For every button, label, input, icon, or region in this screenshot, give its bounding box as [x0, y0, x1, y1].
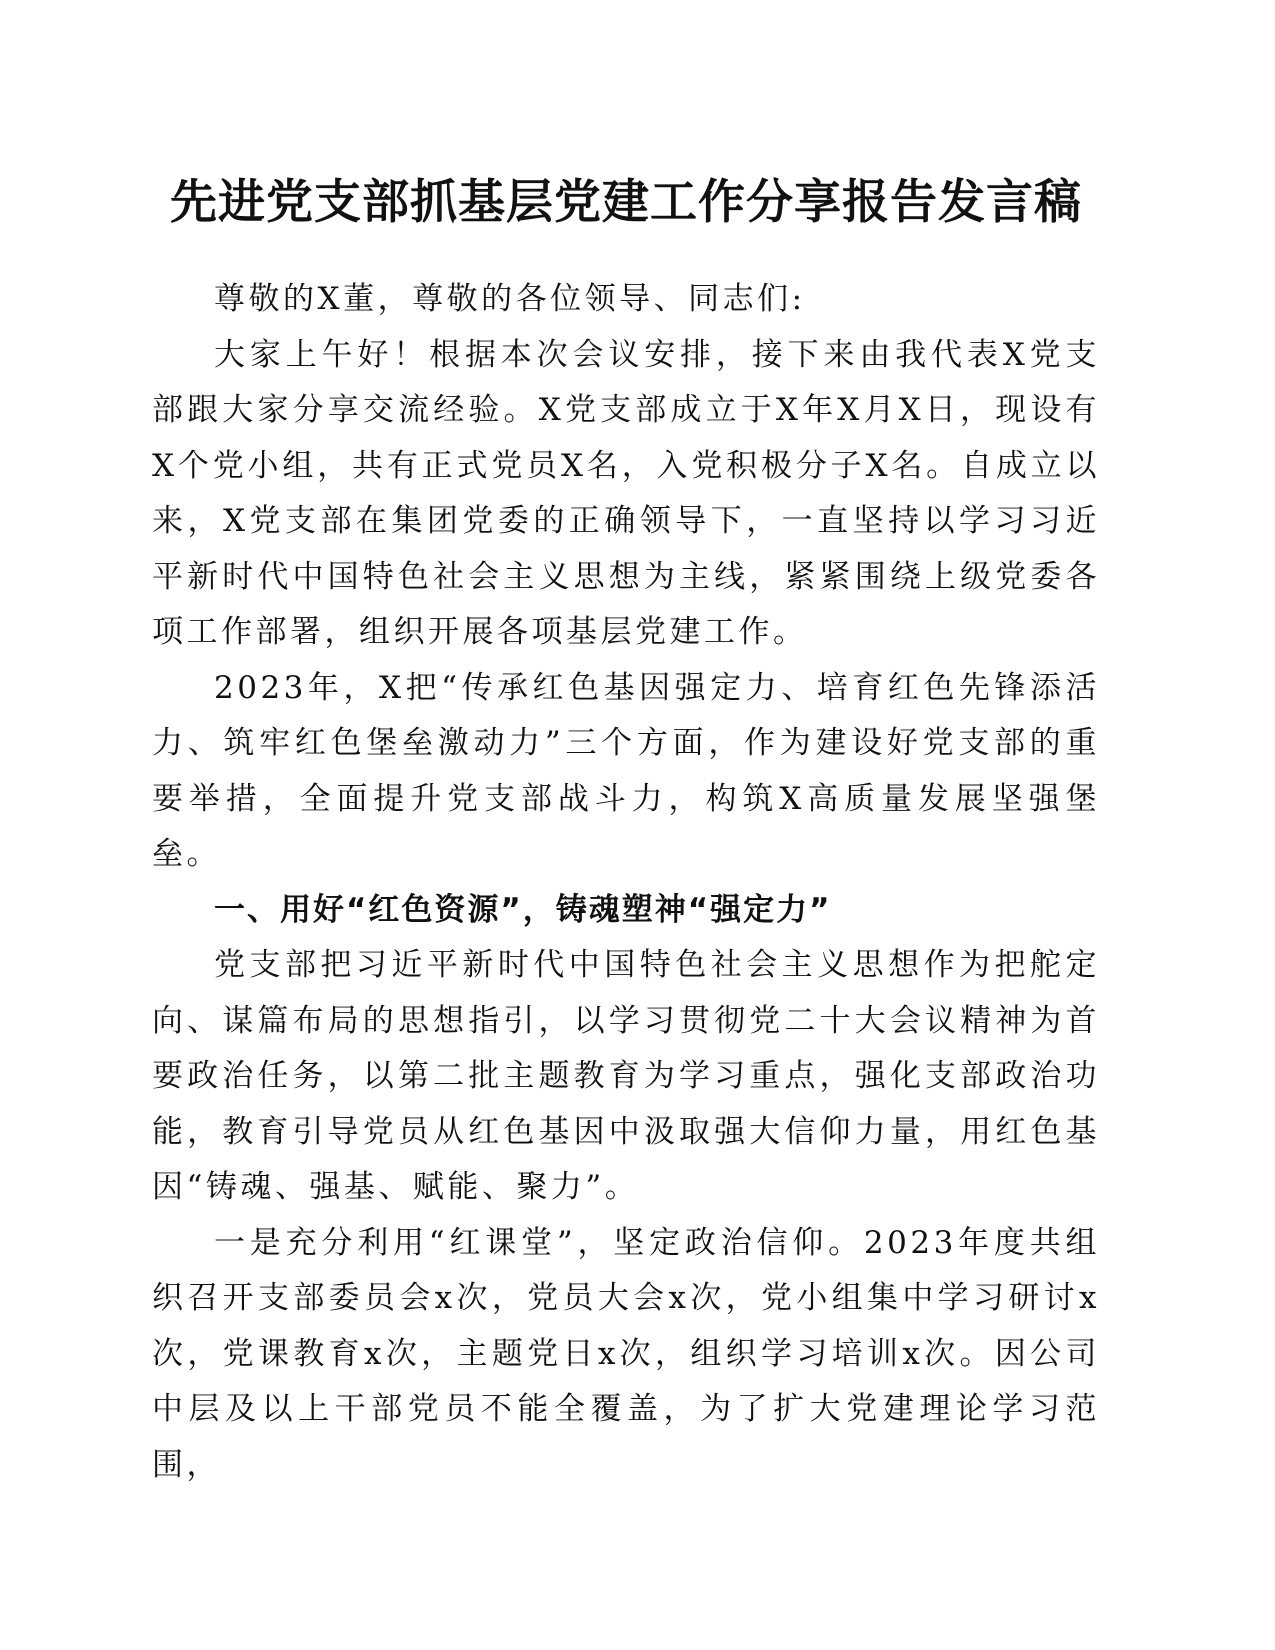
section-heading-1: 一、用好“红色资源”，铸魂塑神“强定力” [214, 891, 832, 928]
salutation-paragraph: 尊敬的X董，尊敬的各位领导、同志们: [214, 281, 806, 317]
document-title: 先进党支部抓基层党建工作分享报告发言稿 [170, 175, 1082, 230]
section-1-item-1-paragraph: 一是充分利用“红课堂”，坚定政治信仰。2023年度共组织召开支部委员会x次，党员大会x次，党小组集中学习研讨x次，党课教育x次，主题党日x次，组织学习培训x次。因公司中层及以上干部党员不能全覆盖，为了扩大党建理论学习范围， [152, 1224, 1100, 1483]
section-1-paragraph: 党支部把习近平新时代中国特色社会主义思想作为把舵定向、谋篇布局的思想指引，以学习贯彻党二十大会议精神为首要政治任务，以第二批主题教育为学习重点，强化支部政治功能，教育引导党员从红色基因中汲取强大信仰力量，用红色基因“铸魂、强基、赋能、聚力”。 [152, 947, 1100, 1205]
document-page [152, 168, 1100, 1493]
intro-paragraph: 大家上午好！根据本次会议安排，接下来由我代表X党支部跟大家分享交流经验。X党支部成立于X年X月X日，现设有X个党小组，共有正式党员X名，入党积极分子X名。自成立以来，X党支部在集团党委的正确领导下，一直坚持以学习习近平新时代中国特色社会主义思想为主线，紧紧围绕上级党委各项工作部署，组织开展各项基层党建工作。 [152, 336, 1100, 650]
overview-paragraph: 2023年，X把“传承红色基因强定力、培育红色先锋添活力、筑牢红色堡垒激动力”三个方面，作为建设好党支部的重要举措，全面提升党支部战斗力，构筑X高质量发展坚强堡垒。 [152, 669, 1100, 872]
